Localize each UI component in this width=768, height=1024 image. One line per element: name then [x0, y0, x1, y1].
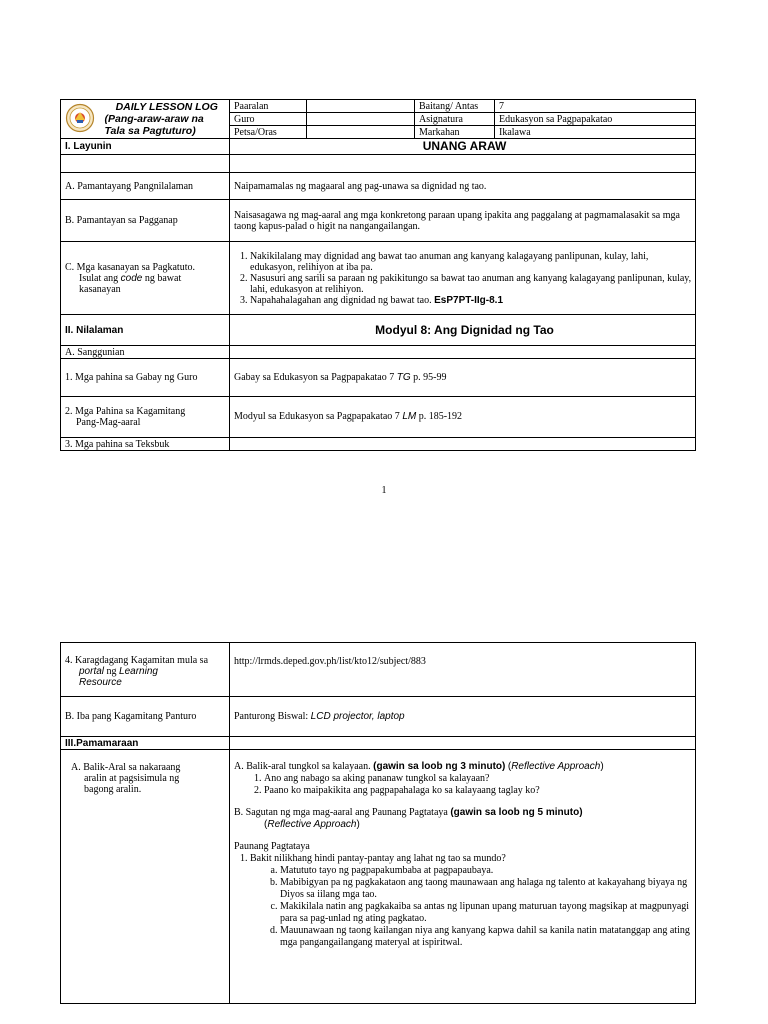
kasanayan-label-ngbawat: ng bawat: [144, 272, 182, 284]
dll-title-line1: DAILY LESSON LOG: [115, 101, 218, 113]
balik-aral-question: 2. Paano ko maipakikita ang pagpapahalaga ko sa kalayaang taglay ko?: [264, 785, 695, 797]
gabay-guro-value[interactable]: [230, 359, 696, 397]
balik-aral-content[interactable]: [230, 750, 696, 1004]
baitang-value[interactable]: 7: [495, 100, 696, 113]
petsa-label: Petsa/Oras: [230, 126, 307, 139]
balik-aral-a-text: A. Balik-aral tungkol sa kalayaan.: [234, 761, 371, 772]
karagdagan-label-line1: 4. Karagdagang Kagamitan mula sa: [65, 655, 209, 666]
balik-aral-a-time: (gawin sa loob ng 3 minuto): [373, 761, 506, 772]
kasanayan-label-code: code: [120, 272, 143, 284]
kagamitang-label-line2: Pang-Mag-aaral: [76, 417, 141, 428]
karagdagan-learning: Learning: [119, 666, 158, 677]
kasanayan-label-line3: kasanayan: [79, 283, 121, 295]
gabay-guro-label: 1. Mga pahina sa Gabay ng Guro: [61, 359, 230, 397]
paunang-question-text: Bakit nilikhang hindi pantay-pantay ang lahat ng tao sa mundo?: [250, 853, 506, 864]
pamamaraan-heading: III.Pamamaraan: [61, 737, 230, 750]
paunang-pagtataya-list: [234, 853, 695, 949]
gabay-guro-tg: TG: [396, 372, 411, 383]
paunang-choice[interactable]: d. Mauunawaan ng taong kailangan niya ang kanyang kapwa dahil sa kanila natin matatanggap ang ating mga pangangailangang materyal at ispiritwal.: [280, 925, 695, 949]
teksbuk-label: 3. Mga pahina sa Teksbuk: [61, 438, 230, 451]
modyul-title: Modyul 8: Ang Dignidad ng Tao: [230, 315, 696, 346]
baitang-label: Baitang/ Antas: [415, 100, 495, 113]
gabay-guro-pages: p. 95-99: [413, 372, 447, 383]
markahan-value[interactable]: Ikalawa: [495, 126, 696, 139]
guro-label: Guro: [230, 113, 307, 126]
balik-aral-b-text: B. Sagutan ng mga mag-aaral ang Paunang Pagtataya: [234, 807, 448, 818]
sanggunian-label: A. Sanggunian: [61, 346, 230, 359]
pamantayang-pangnilalaman-value[interactable]: Naipamamalas ng magaaral ang pag-unawa sa dignidad ng tao.: [230, 173, 696, 200]
balik-aral-line2: aralin at pagsisimula ng: [84, 773, 180, 784]
pamantayan-pagganap-value[interactable]: Naisasagawa ng mag-aaral ang mga konkretong paraan upang ipakita ang paggalang at pagmamalasakit sa mga taong kapus-palad o higit na nangangailangan.: [230, 200, 696, 242]
kasanayan-item: 2. Nasusuri ang sarili sa paraan ng pakikitungo sa bawat tao anuman ang kanyang kalagayang panlipunan, kulay, lahi, edukasyon at relihiyon.: [250, 273, 695, 295]
dll-title-line2: (Pang-araw-araw na: [104, 113, 204, 125]
kagamitang-text: Modyul sa Edukasyon sa Pagpapakatao 7: [234, 411, 400, 422]
kasanayan-item-text: Napahahalagahan ang dignidad ng bawat tao.: [250, 294, 432, 306]
paunang-choice[interactable]: b. Mabibigyan pa ng pagkakataon ang taong maunawaan ang halaga ng talento at kakayahang biyaya ng Diyos sa iilang mga tao.: [280, 877, 695, 901]
balik-aral-heading-b: [234, 807, 695, 819]
kasanayan-label-isulat: Isulat ang: [79, 272, 119, 284]
karagdagan-label: [61, 643, 230, 697]
petsa-value[interactable]: [307, 126, 415, 139]
markahan-label: Markahan: [415, 126, 495, 139]
paunang-choice[interactable]: c. Makikilala natin ang pagkakaiba sa antas ng lipunan upang maturuan tayong magsikap at magpunyagi para sa pag-unlad ng ating pagkatao.: [280, 901, 695, 925]
sanggunian-value: [230, 346, 696, 359]
balik-aral-a-approach-wrap: (Reflective Approach): [507, 761, 604, 772]
pamamaraan-spacer: [230, 737, 696, 750]
gabay-guro-text: Gabay sa Edukasyon sa Pagpapakatao 7: [234, 372, 395, 383]
paunang-question: [250, 853, 695, 949]
karagdagan-resource: Resource: [79, 677, 122, 688]
kasanayan-label-line1: C. Mga kasanayan sa Pagkatuto.: [65, 261, 195, 273]
balik-aral-b-time: (gawin sa loob ng 5 minuto): [450, 807, 583, 818]
lesson-log-table-page-2: [60, 642, 696, 1004]
balik-aral-line1: A. Balik-Aral sa nakaraang: [71, 762, 181, 773]
page-number: 1: [381, 485, 387, 496]
iba-kagamitan-label: B. Iba pang Kagamitang Panturo: [61, 697, 230, 737]
kagamitang-pages: p. 185-192: [418, 411, 463, 422]
karagdagan-label-line2: [65, 666, 229, 677]
nilalaman-heading: II. Nilalaman: [61, 315, 230, 346]
kagamitang-mag-aaral-label: [61, 397, 230, 438]
kasanayan-list: [234, 251, 695, 306]
kagamitang-label-line1: 2. Mga Pahina sa Kagamitang: [65, 406, 186, 417]
balik-aral-b-approach: Reflective Approach: [267, 819, 357, 830]
paunang-choice[interactable]: a. Matututo tayo ng pagpapakumbaba at pagpapaubaya.: [280, 865, 695, 877]
kasanayan-label: [61, 242, 230, 315]
kagamitang-lm: LM: [402, 411, 417, 422]
kagamitang-mag-aaral-value[interactable]: [230, 397, 696, 438]
guro-value[interactable]: [307, 113, 415, 126]
kasanayan-item: 1. Nakikilalang may dignidad ang bawat tao anuman ang kanyang kalagayang panlipunan, kulay, lahi, edukasyon, relihiyon at iba pa.: [250, 251, 695, 273]
iba-kagamitan-devices: LCD projector, laptop: [310, 711, 405, 722]
deped-seal-icon: [65, 103, 95, 133]
paunang-pagtataya-title: Paunang Pagtataya: [234, 841, 310, 852]
balik-aral-question: 1. Ano ang nabago sa aking pananaw tungkol sa kalayaan?: [264, 773, 695, 785]
balik-aral-a-approach: Reflective Approach: [511, 761, 601, 772]
paaralan-label: Paaralan: [230, 100, 307, 113]
kasanayan-value[interactable]: [230, 242, 696, 315]
pamantayan-pagganap-label: B. Pamantayan sa Pagganap: [61, 200, 230, 242]
layunin-spacer-right: [230, 155, 696, 173]
balik-aral-line3: bagong aralin.: [84, 784, 142, 795]
balik-aral-heading-a: [234, 761, 695, 773]
layunin-spacer-left: [61, 155, 230, 173]
asignatura-value[interactable]: Edukasyon sa Pagpapakatao: [495, 113, 696, 126]
day-title: UNANG ARAW: [230, 139, 696, 155]
layunin-heading: I. Layunin: [61, 139, 230, 155]
iba-kagamitan-value[interactable]: [230, 697, 696, 737]
balik-aral-a-list: [234, 773, 695, 797]
pamantayang-pangnilalaman-label: A. Pamantayang Pangnilalaman: [61, 173, 230, 200]
karagdagan-url[interactable]: http://lrmds.deped.gov.ph/list/kto12/subject/883: [230, 643, 696, 697]
kasanayan-label-line2: [65, 273, 229, 284]
asignatura-label: Asignatura: [415, 113, 495, 126]
paunang-choices: [250, 865, 695, 949]
balik-aral-label: [61, 750, 230, 1004]
deped-seal-cell: [61, 100, 103, 139]
lesson-log-table-page-1: [60, 99, 696, 451]
balik-aral-b-approach-wrap: (Reflective Approach): [264, 819, 360, 830]
dll-title-line3: Tala sa Pagtuturo): [104, 125, 196, 137]
kasanayan-code: EsP7PT-IIg-8.1: [434, 294, 504, 306]
paaralan-value[interactable]: [307, 100, 415, 113]
iba-kagamitan-biswal: Panturong Biswal:: [234, 711, 309, 722]
dll-title: [103, 100, 230, 139]
teksbuk-value[interactable]: [230, 438, 696, 451]
kasanayan-item: [250, 295, 695, 306]
karagdagan-portal: portal: [79, 666, 105, 677]
karagdagan-ng: ng: [106, 666, 117, 677]
